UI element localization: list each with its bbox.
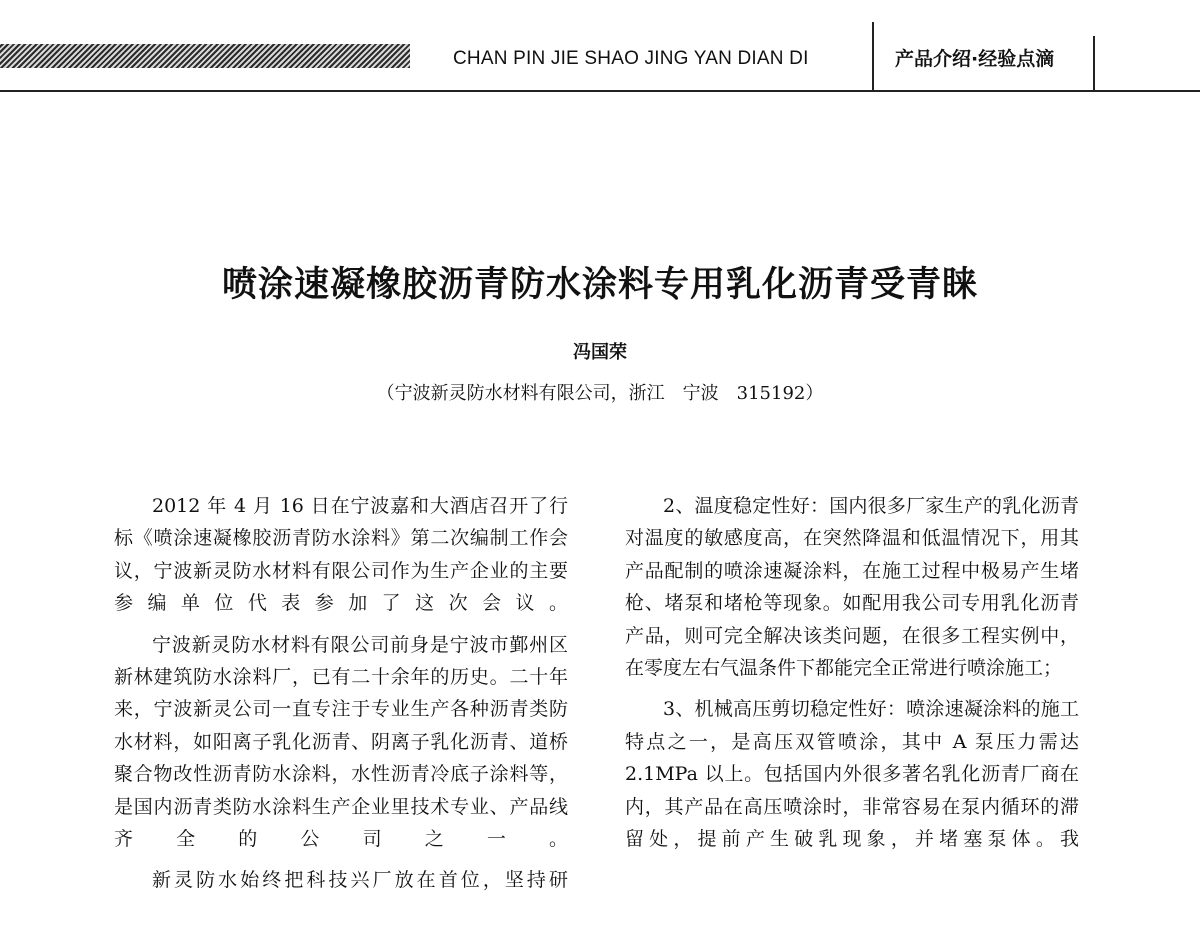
- header-pinyin-title: CHAN PIN JIE SHAO JING YAN DIAN DI: [453, 48, 809, 69]
- body-paragraph: 新灵防水始终把科技兴厂放在首位，坚持研: [152, 869, 568, 892]
- article-author: 冯国荣: [573, 342, 627, 363]
- body-paragraph: 宁波新灵防水材料有限公司前身是宁波市鄞州区新林建筑防水涂料厂，已有二十余年的历史。二十年来，宁波新灵公司一直专注于专业生产各种沥青类防水材料，如阳离子乳化沥青、阴离子乳化沥青、道桥聚合物改性沥青防水涂料，水性沥青冷底子涂料等，是国内沥青类防水涂料生产企业里技术专业、产品线齐全的公司之一。: [114, 633, 568, 851]
- body-paragraph: 2、温度稳定性好：国内很多厂家生产的乳化沥青对温度的敏感度高，在突然降温和低温情况下，用其产品配制的喷涂速凝涂料，在施工过程中极易产生堵枪、堵泵和堵枪等现象。如配用我公司专用乳化沥青产品，则可完全解决该类问题，在很多工程实例中，在零度左右气温条件下都能完全正常进行喷涂施工；: [625, 495, 1079, 680]
- body-paragraph: 3、机械高压剪切稳定性好：喷涂速凝涂料的施工特点之一，是高压双管喷涂，其中 A 泵压力需达 2.1MPa 以上。包括国内外很多著名乳化沥青厂商在内，其产品在高压喷涂时，非常容易在泵内循环的滞留处，提前产生破乳现象，并堵塞泵体。我: [625, 698, 1079, 851]
- header-decorative-band: [0, 44, 410, 68]
- article-affiliation: （宁波新灵防水材料有限公司，浙江 宁波 315192）: [376, 383, 824, 404]
- body-right-column: [625, 490, 1079, 864]
- header-divider: [872, 22, 874, 92]
- body-left-column: [114, 490, 568, 906]
- article-title: 喷涂速凝橡胶沥青防水涂料专用乳化沥青受青睐: [221, 264, 978, 306]
- header-divider-right: [1093, 36, 1095, 92]
- body-paragraph: 2012 年 4 月 16 日在宁波嘉和大酒店召开了行标《喷涂速凝橡胶沥青防水涂料》第二次编制工作会议，宁波新灵防水材料有限公司作为生产企业的主要参编单位代表参加了这次会议。: [114, 495, 568, 615]
- header-column-name: 产品介绍·经验点滴: [895, 48, 1055, 70]
- header-rule: [0, 90, 1200, 92]
